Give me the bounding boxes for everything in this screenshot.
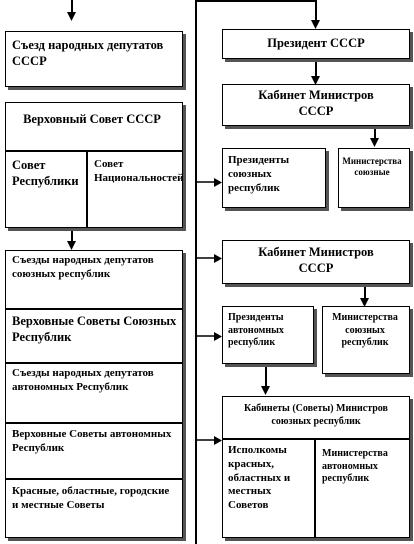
autonomous-presidiums-label: Президенты автономных республик	[228, 312, 284, 348]
arrow-head-executive	[214, 436, 222, 445]
union-cabinets-label: Кабинеты (Советы) Министров союзных республик	[244, 403, 388, 427]
autonomous-supreme-soviets-label: Верховные Советы автономных Республик	[12, 428, 172, 454]
union-cabinets-divider	[222, 438, 410, 440]
council-nationalities-label: Совет Национальностей	[94, 158, 184, 184]
union-supreme-soviets-label: Верховные Советы Союзных Республик	[12, 314, 177, 344]
arrow-head-union-presidiums	[214, 178, 222, 187]
arrow-head-president	[311, 20, 320, 29]
arrow-head-republics	[67, 241, 76, 250]
autonomous-congresses-label: Съезды народных депутатов автономных Республик	[12, 367, 154, 393]
arrow-head-union-cabinets	[261, 386, 270, 395]
union-cabinets-split	[314, 438, 316, 538]
union-republic-ministries-label: Министерства союзных республик	[332, 312, 398, 348]
council-republics-label: Совет Республики	[12, 158, 79, 188]
stack-divider-3	[5, 422, 183, 424]
union-ministries-label: Министерства союзные	[342, 156, 402, 178]
cabinet-ussr-2-label: Кабинет Министров СССР	[258, 245, 374, 275]
cabinet-ussr-label: Кабинет Министров СССР	[258, 88, 374, 118]
stack-divider-4	[5, 478, 183, 480]
local-soviets-label: Красные, областные, городские и местные Советы	[12, 485, 170, 511]
supreme-soviet-label: Верховный Совет СССР	[23, 112, 161, 126]
union-congresses-label: Съезды народных депутатов союзных республик	[12, 254, 154, 280]
autonomous-ministries-label: Министерства автономных республик	[322, 448, 388, 484]
president-label: Президент СССР	[267, 36, 365, 50]
supreme-soviet-divider	[5, 150, 183, 152]
chambers-divider	[86, 150, 88, 228]
union-presidiums-label: Президенты союзных республик	[228, 154, 290, 194]
stack-divider-1	[5, 308, 183, 310]
executive-committees-label: Исполкомы красных, областных и местных Советов	[228, 444, 291, 511]
arrow-head-cabinet2	[214, 254, 222, 263]
arrow-head-congress	[67, 12, 76, 21]
stack-divider-2	[5, 362, 183, 364]
congress-ussr-label: Съезд народных депутатов СССР	[12, 38, 164, 68]
arrow-head-ministries	[370, 138, 379, 147]
arrow-head-autonomous-presidiums	[214, 332, 222, 341]
